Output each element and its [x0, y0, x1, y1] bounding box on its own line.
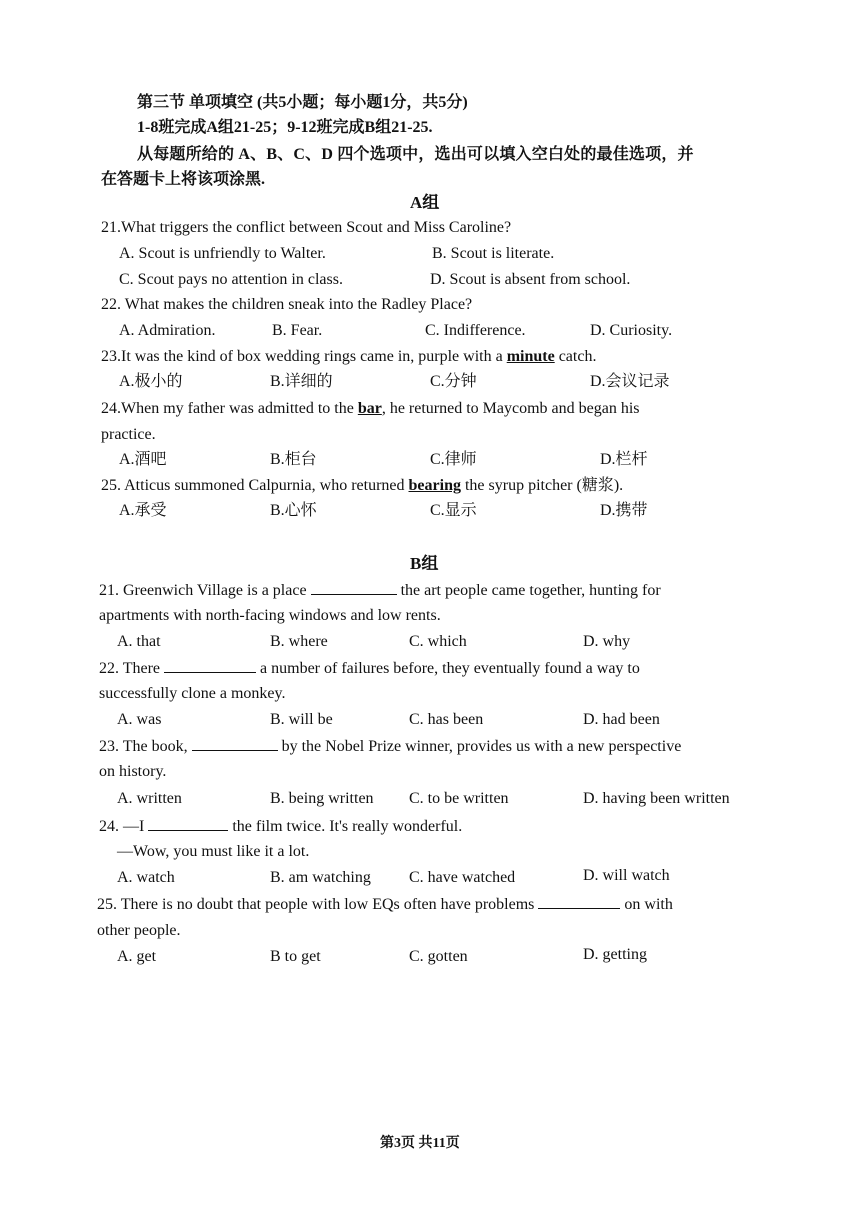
question-b21-stem-line2: apartments with north-facing windows and low rents.	[99, 607, 441, 624]
option-b24-b: B. am watching	[270, 869, 371, 886]
option-b21-b: B. where	[270, 633, 328, 650]
option-b23-d: D. having been written	[583, 790, 730, 807]
option-a23-d: D.会议记录	[590, 373, 670, 390]
option-b25-c: C. gotten	[409, 948, 468, 965]
option-a24-c: C.律师	[430, 451, 477, 468]
question-b23-stem	[99, 736, 681, 757]
option-b23-b: B. being written	[270, 790, 374, 807]
option-b23-a: A. written	[117, 790, 182, 807]
question-a25-text-before: 25. Atticus summoned Calpurnia, who returned	[101, 477, 409, 494]
question-b24-stem-line2: —Wow, you must like it a lot.	[117, 843, 310, 860]
question-a25-stem	[101, 476, 623, 496]
option-a21-a: A. Scout is unfriendly to Walter.	[119, 245, 326, 262]
question-b24-text-after: the film twice. It's really wonderful.	[228, 818, 463, 835]
question-a22-stem: 22. What makes the children sneak into the Radley Place?	[101, 296, 473, 313]
option-a23-a: A.极小的	[119, 373, 183, 390]
question-b21-text-after: the art people came together, hunting for	[396, 582, 661, 599]
option-b25-a: A. get	[117, 948, 157, 965]
option-b21-c: C. which	[409, 633, 467, 650]
option-b22-d: D. had been	[583, 711, 660, 728]
option-a25-b: B.心怀	[270, 502, 317, 519]
question-a23-stem	[101, 347, 596, 367]
option-a24-a: A.酒吧	[119, 451, 167, 468]
question-a24-text-after: , he returned to Maycomb and began his	[381, 400, 640, 417]
question-b21-text-before: 21. Greenwich Village is a place	[99, 582, 311, 599]
option-b25-d: D. getting	[583, 946, 647, 963]
option-a21-d: D. Scout is absent from school.	[430, 271, 631, 288]
question-b22-stem	[99, 658, 640, 679]
question-b22-text-after: a number of failures before, they eventually found a way to	[256, 660, 640, 677]
question-b24-stem	[99, 816, 462, 837]
option-a21-c: C. Scout pays no attention in class.	[119, 271, 343, 288]
answer-blank	[164, 658, 256, 673]
option-a22-c: C. Indifference.	[425, 322, 526, 339]
option-a25-a: A.承受	[119, 502, 167, 519]
question-b22-text-before: 22. There	[99, 660, 165, 677]
option-a22-d: D. Curiosity.	[590, 322, 673, 339]
question-a25-text-after: the syrup pitcher (糖浆).	[460, 477, 624, 494]
question-b23-stem-line2: on history.	[99, 763, 167, 780]
question-a23-keyword: minute	[506, 348, 555, 365]
option-b23-c: C. to be written	[409, 790, 509, 807]
option-a21-b: B. Scout is literate.	[432, 245, 555, 262]
question-b21-stem	[99, 580, 661, 601]
question-b22-stem-line2: successfully clone a monkey.	[99, 685, 286, 702]
option-b22-b: B. will be	[270, 711, 333, 728]
option-b24-c: C. have watched	[409, 869, 516, 886]
option-a23-b: B.详细的	[270, 373, 333, 390]
question-b25-text-before: 25. There is no doubt that people with low EQs often have problems	[97, 896, 539, 913]
option-a24-b: B.柜台	[270, 451, 317, 468]
option-b21-a: A. that	[117, 633, 161, 650]
section-title: 第三节 单项填空 (共5小题；每小题1分，共5分)	[137, 94, 468, 111]
question-a21-stem: 21.What triggers the conflict between Scout and Miss Caroline?	[101, 219, 512, 236]
section-instruction-line2: 在答题卡上将该项涂黑.	[101, 171, 266, 188]
answer-blank	[311, 580, 397, 595]
option-a22-a: A. Admiration.	[119, 322, 216, 339]
question-b25-stem-line2: other people.	[97, 922, 181, 939]
question-b25-text-after: on with	[620, 896, 673, 913]
question-a24-stem	[101, 399, 640, 419]
option-a22-b: B. Fear.	[272, 322, 323, 339]
question-a24-stem-line2: practice.	[101, 426, 156, 443]
question-b23-text-before: 23. The book,	[99, 738, 192, 755]
answer-blank	[192, 736, 278, 751]
option-b24-a: A. watch	[117, 869, 175, 886]
question-b23-text-after: by the Nobel Prize winner, provides us with a new perspective	[277, 738, 682, 755]
question-b24-text-before: 24. —I	[99, 818, 149, 835]
question-a23-text-before: 23.It was the kind of box wedding rings came in, purple with a	[101, 348, 507, 365]
answer-blank	[148, 816, 228, 831]
answer-blank	[538, 894, 620, 909]
section-assignment: 1-8班完成A组21-25；9-12班完成B组21-25.	[137, 119, 433, 136]
option-b22-a: A. was	[117, 711, 162, 728]
option-a24-d: D.栏杆	[600, 451, 648, 468]
option-a25-d: D.携带	[600, 502, 648, 519]
option-a23-c: C.分钟	[430, 373, 477, 390]
page-number: 第3页 共11页	[380, 1136, 460, 1151]
question-a25-keyword: bearing	[408, 477, 461, 494]
group-b-title: B组	[410, 554, 439, 573]
question-a23-text-after: catch.	[554, 348, 597, 365]
option-b25-b: B to get	[270, 948, 321, 965]
option-b24-d: D. will watch	[583, 867, 670, 884]
question-b25-stem	[97, 894, 673, 915]
question-a24-keyword: bar	[357, 400, 382, 417]
option-a25-c: C.显示	[430, 502, 477, 519]
section-instruction-line1: 从每题所给的 A、B、C、D 四个选项中，选出可以填入空白处的最佳选项，并	[137, 146, 694, 163]
question-a24-text-before: 24.When my father was admitted to the	[101, 400, 358, 417]
group-a-title: A组	[410, 193, 440, 212]
option-b22-c: C. has been	[409, 711, 484, 728]
option-b21-d: D. why	[583, 633, 631, 650]
